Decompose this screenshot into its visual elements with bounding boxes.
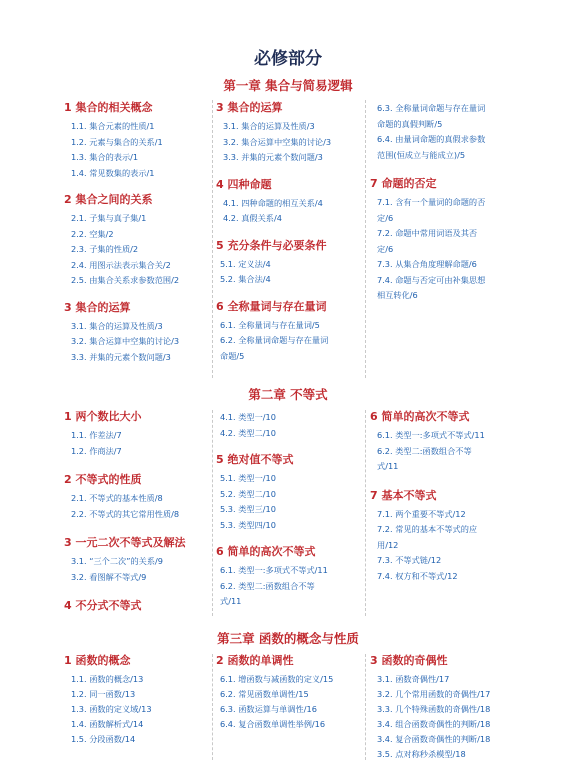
toc-item[interactable]: 5.2. 集合法/4 [220, 274, 271, 284]
toc-item[interactable]: 1.5. 分段函数/14 [71, 734, 136, 744]
toc-item[interactable]: 1.1. 集合元素的性质/1 [71, 121, 155, 131]
toc-item[interactable]: 2.1. 子集与真子集/1 [71, 213, 147, 223]
toc-item[interactable]: 4.2. 真假关系/4 [223, 213, 282, 223]
toc-item[interactable]: 3.1. 函数奇偶性/17 [377, 674, 450, 684]
toc-item[interactable]: 2.4. 用图示法表示集合关/2 [71, 259, 171, 270]
section [370, 489, 520, 585]
chapter-3-heading: 第三章 函数的概念与性质 [217, 631, 359, 646]
toc-item[interactable]: 6.1. 类型一:多项式不等式/11 [377, 430, 485, 440]
toc-item[interactable]: 3.1. 集合的运算及性质/3 [71, 320, 163, 331]
toc-item[interactable]: 2.5. 由集合关系求参数范围/2 [71, 275, 180, 285]
section [216, 545, 366, 610]
toc-item[interactable]: 3.2. 几个常用函数的奇偶性/17 [377, 689, 491, 699]
toc-item[interactable]: 6.3. 全称量词命题与存在量词 [377, 103, 486, 113]
toc-item[interactable]: 1.4. 常见数集的表示/1 [71, 167, 155, 178]
section-title: 1 两个数比大小 [64, 410, 142, 423]
toc-item[interactable]: 3.3. 并集的元素个数问题/3 [71, 351, 171, 362]
toc-item[interactable]: 用/12 [377, 539, 399, 550]
toc-item[interactable]: 2.2. 空集/2 [71, 228, 114, 239]
toc-item[interactable]: 6.2. 常见函数单调性/15 [220, 689, 309, 699]
section-title: 7 命题的否定 [370, 177, 437, 190]
toc-item[interactable]: 4.1. 四种命题的相互关系/4 [223, 197, 323, 208]
section [64, 410, 210, 459]
toc-item[interactable]: 3.3. 并集的元素个数问题/3 [223, 152, 323, 162]
section-title: 3 一元二次不等式及解法 [64, 536, 186, 549]
ch3-column-2 [216, 654, 366, 732]
toc-item[interactable]: 6.4. 复合函数单调性举例/16 [220, 719, 326, 729]
toc-item[interactable]: 1.2. 元素与集合的关系/1 [71, 136, 163, 147]
section-title: 1 集合的相关概念 [64, 101, 153, 114]
section-title: 6 简单的高次不等式 [370, 410, 470, 423]
chapter-1-heading: 第一章 集合与简易逻辑 [223, 78, 353, 93]
column-divider [212, 410, 213, 616]
toc-item[interactable]: 3.2. 集合运算中空集的讨论/3 [223, 136, 332, 147]
toc-item[interactable]: 5.1. 定义法/4 [220, 258, 271, 269]
toc-item[interactable]: 7.3. 不等式链/12 [377, 555, 442, 565]
ch1-column-1 [64, 101, 210, 365]
section-title: 5 绝对值不等式 [216, 453, 294, 466]
toc-item[interactable]: 6.1. 增函数与减函数的定义/15 [220, 674, 334, 684]
toc-item[interactable]: 5.2. 类型二/10 [220, 488, 276, 499]
toc-item[interactable]: 2.1. 不等式的基本性质/8 [71, 493, 163, 503]
page-title: 必修部分 [254, 49, 322, 69]
toc-item[interactable]: 1.1. 函数的概念/13 [71, 674, 144, 684]
section [216, 654, 366, 732]
ch2-column-3 [370, 410, 520, 584]
toc-item[interactable]: 1.3. 函数的定义域/13 [71, 704, 152, 714]
section [216, 300, 366, 365]
toc-item[interactable]: 3.4. 组合函数奇偶性的判断/18 [377, 719, 491, 729]
section-title: 1 函数的概念 [64, 654, 131, 667]
section-title: 4 不分式不等式 [64, 599, 142, 612]
toc-item[interactable]: 7.1. 两个重要不等式/12 [377, 508, 466, 519]
toc-item[interactable]: 5.3. 类型四/10 [220, 519, 276, 530]
section [216, 239, 366, 288]
column-divider [365, 410, 366, 616]
toc-item[interactable]: 3.3. 几个特殊函数的奇偶性/18 [377, 704, 491, 714]
toc-item[interactable]: 7.4. 命题与否定可由补集思想 [377, 274, 486, 285]
section-title: 6 全称量词与存在量词 [216, 299, 327, 313]
section-title: 3 函数的奇偶性 [370, 654, 448, 667]
toc-item[interactable]: 6.4. 由量词命题的真假求参数 [377, 134, 486, 144]
toc-item[interactable]: 1.1. 作差法/7 [71, 430, 122, 440]
toc-item[interactable]: 3.1. 集合的运算及性质/3 [223, 121, 315, 131]
section [64, 301, 210, 366]
toc-item[interactable]: 6.3. 函数运算与单调性/16 [220, 704, 317, 714]
section [64, 536, 210, 585]
toc-item[interactable]: 7.2. 常见的基本不等式的应 [377, 524, 478, 534]
toc-item[interactable]: 5.3. 类型三/10 [220, 504, 276, 514]
toc-item[interactable]: 命题的真假判断/5 [377, 118, 443, 129]
toc-item[interactable]: 范围(恒成立与能成立)/5 [377, 149, 466, 160]
toc-item[interactable]: 3.4. 复合函数奇偶性的判断/18 [377, 734, 491, 744]
section [370, 654, 520, 762]
toc-item[interactable]: 命题/5 [220, 350, 245, 361]
toc-item[interactable]: 式/11 [220, 596, 242, 606]
toc-item[interactable]: 3.1. “三个二次”的关系/9 [71, 556, 163, 566]
column-divider [365, 100, 366, 378]
section [370, 101, 520, 163]
toc-item[interactable]: 1.3. 集合的表示/1 [71, 152, 139, 162]
section [216, 178, 366, 227]
toc-item[interactable]: 7.2. 命题中常用词语及其否 [377, 228, 478, 238]
toc-item[interactable]: 6.2. 类型二:函数组合不等 [377, 445, 472, 456]
ch2-column-1 [64, 410, 210, 617]
section [64, 599, 210, 613]
column-divider [365, 654, 366, 760]
toc-item[interactable]: 6.2. 全称量词命题与存在量词 [220, 335, 329, 345]
toc-item[interactable]: 定/6 [377, 212, 394, 223]
section [64, 654, 210, 747]
section [370, 177, 520, 304]
ch1-column-3 [370, 101, 520, 304]
toc-item[interactable]: 式/11 [377, 461, 399, 471]
section [64, 473, 210, 522]
toc-item[interactable]: 2.2. 不等式的其它常用性质/8 [71, 508, 180, 519]
column-divider [212, 654, 213, 760]
toc-item[interactable]: 相互转化/6 [377, 290, 418, 300]
section [64, 101, 210, 181]
section-title: 5 充分条件与必要条件 [216, 238, 327, 252]
toc-item[interactable]: 7.3. 从集合角度理解命题/6 [377, 259, 477, 269]
toc-item[interactable]: 5.1. 类型一/10 [220, 473, 276, 483]
section [64, 193, 210, 289]
toc-item[interactable]: 7.4. 权方和不等式/12 [377, 570, 458, 581]
section-title: 6 简单的高次不等式 [216, 545, 316, 558]
ch3-column-1 [64, 654, 210, 747]
toc-item[interactable]: 3.5. 点对称秒杀模型/18 [377, 749, 466, 759]
toc-item[interactable]: 6.2. 类型二:函数组合不等 [220, 580, 315, 591]
section-title: 3 集合的运算 [216, 101, 283, 114]
section [216, 453, 366, 533]
chapter-2-heading: 第二章 不等式 [248, 387, 328, 402]
section [370, 410, 520, 475]
ch3-column-3 [370, 654, 520, 762]
section-title: 4 四种命题 [216, 177, 272, 191]
toc-item[interactable]: 定/6 [377, 243, 394, 254]
toc-item[interactable]: 1.2. 作商法/7 [71, 445, 122, 456]
toc-item[interactable]: 3.2. 集合运算中空集的讨论/3 [71, 336, 180, 346]
section-title: 2 不等式的性质 [64, 473, 142, 486]
ch2-column-2 [216, 410, 366, 610]
section-title: 3 集合的运算 [64, 300, 131, 314]
toc-item[interactable]: 1.4. 函数解析式/14 [71, 719, 144, 729]
section-title: 2 函数的单调性 [216, 654, 294, 667]
toc-item[interactable]: 2.3. 子集的性质/2 [71, 244, 139, 254]
toc-item[interactable]: 1.2. 同一函数/13 [71, 689, 136, 699]
section-title: 7 基本不等式 [370, 488, 437, 502]
toc-item[interactable]: 4.2. 类型二/10 [220, 427, 276, 438]
toc-item[interactable]: 7.1. 含有一个量词的命题的否 [377, 197, 486, 207]
toc-item[interactable]: 6.1. 类型一:多项式不等式/11 [220, 565, 328, 575]
toc-item[interactable]: 4.1. 类型一/10 [220, 412, 276, 422]
column-divider [212, 100, 213, 378]
section [216, 101, 366, 166]
ch1-column-2 [216, 101, 366, 364]
toc-item[interactable]: 6.1. 全称量词与存在量词/5 [220, 319, 320, 330]
toc-item[interactable]: 3.2. 看图解不等式/9 [71, 571, 147, 582]
section-title: 2 集合之间的关系 [64, 193, 153, 206]
section [216, 410, 366, 441]
